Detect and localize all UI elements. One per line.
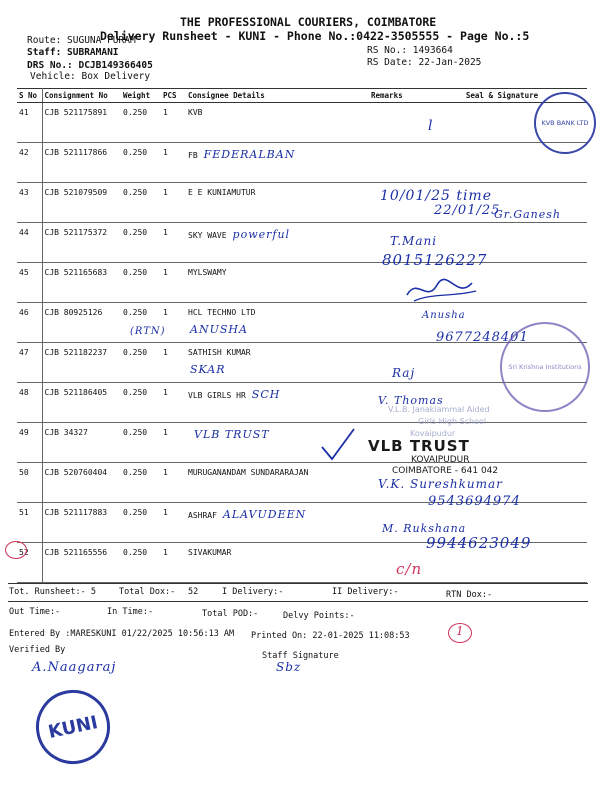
vlb-pin-stamp: COIMBATORE - 641 042 <box>392 466 499 476</box>
cell-pcs: 1 <box>161 303 186 343</box>
checkmark-icon <box>318 425 358 465</box>
ii-delivery: II Delivery:- <box>332 587 399 597</box>
cell-pcs: 1 <box>161 343 186 383</box>
consignee-handwritten-note: FEDERALBAN <box>203 148 296 161</box>
staff-signature-label: Staff Signature <box>262 651 339 661</box>
sign-50-b: 9543694974 <box>428 494 521 509</box>
cell-consignee: E E KUNIAMUTUR <box>186 183 369 223</box>
rtn-dox: RTN Dox:- <box>446 590 493 600</box>
route-label: Route: SUGUNA PURAM <box>27 35 136 46</box>
cell-pcs: 1 <box>161 463 186 503</box>
sign-43-b: 22/01/25 <box>434 203 501 218</box>
sign-52: c/n <box>396 560 423 578</box>
in-time: In Time:- <box>107 607 154 617</box>
vlb-school-line-2: Girls High School <box>418 417 487 426</box>
sign-44-b: 8015126227 <box>382 251 488 269</box>
cell-sno: 45 <box>17 263 42 303</box>
vehicle-label: Vehicle: Box Delivery <box>30 71 151 82</box>
kuni-stamp <box>29 683 117 771</box>
sign-43-a: 10/01/25 time <box>380 188 492 204</box>
footer-divider <box>8 583 588 584</box>
kuni-stamp-text: KUNI <box>46 711 100 743</box>
cell-weight: 0.250 <box>121 183 161 223</box>
cell-sno: 42 <box>17 143 42 183</box>
tot-runsheet: Tot. Runsheet:- 5 <box>9 587 96 597</box>
verified-by-label: Verified By <box>9 645 66 655</box>
cell-sno: 52 <box>17 543 42 583</box>
col-remarks: Remarks <box>369 89 417 103</box>
cell-sno: 47 <box>17 343 42 383</box>
cell-sno: 43 <box>17 183 42 223</box>
vlb-school-line-1: V.L.B. Janakiammal Aided <box>388 405 490 414</box>
cell-pcs: 1 <box>161 183 186 223</box>
sign-50: V.K. Sureshkumar <box>378 477 503 491</box>
cell-sno: 49 <box>17 423 42 463</box>
cell-consignee <box>186 143 369 183</box>
vlb-school-line-3: Kovaipudur <box>410 429 456 438</box>
cell-sno: 44 <box>17 223 42 263</box>
consignee-handwritten-note: ANUSHA <box>190 323 248 336</box>
consignee-name: ASHRAF <box>188 511 217 520</box>
cell-weight: 0.250 <box>121 503 161 543</box>
cell-cons: CJB 80925126 <box>42 303 121 343</box>
consignee-name: VLB GIRLS HR <box>188 391 246 400</box>
sign-48: V. Thomas <box>378 394 444 407</box>
rs-no-label: RS No.: 1493664 <box>367 45 453 56</box>
consignee-name: FB <box>188 151 198 160</box>
col-pcs: PCS <box>161 89 186 103</box>
cell-cons: CJB 521079509 <box>42 183 121 223</box>
col-sno: S No <box>17 89 42 103</box>
table-row <box>17 263 587 303</box>
entered-by: Entered By :MARESKUNI 01/22/2025 10:56:13 AM <box>9 629 235 639</box>
col-consignment: Consignment No <box>42 89 121 103</box>
cell-weight: 0.250 <box>121 223 161 263</box>
table-row <box>17 103 587 143</box>
sign-51-b: 9944623049 <box>426 534 532 552</box>
cell-pcs: 1 <box>161 143 186 183</box>
cell-consignee: KVB <box>186 103 369 143</box>
cell-cons: CJB 521117883 <box>42 503 121 543</box>
col-seal: Seal & Signature <box>417 89 587 103</box>
drs-label: DRS No.: DCJB149366405 <box>27 60 153 71</box>
cell-remarks <box>369 303 417 343</box>
cell-weight: 0.250 <box>121 143 161 183</box>
round-stamp <box>500 322 590 412</box>
cell-cons: CJB 34327 <box>42 423 121 463</box>
cell-weight: 0.250 <box>121 343 161 383</box>
cell-cons: CJB 521117866 <box>42 143 121 183</box>
sign-46-a: Anusha <box>422 310 466 321</box>
table-row <box>17 143 587 183</box>
cell-cons: CJB 520760404 <box>42 463 121 503</box>
cell-pcs: 1 <box>161 263 186 303</box>
vlb-city-stamp: KOVAIPUDUR <box>411 455 470 465</box>
cell-consignee <box>186 223 369 263</box>
vlb-trust-stamp: VLB TRUST <box>368 437 470 455</box>
cell-consignee <box>186 383 369 423</box>
cell-consignee <box>186 303 369 343</box>
cell-weight: 0.250 <box>121 463 161 503</box>
consignee-handwritten-note: SKAR <box>190 363 226 376</box>
row-52-circle-mark <box>5 541 27 559</box>
cell-sno: 50 <box>17 463 42 503</box>
cell-pcs: 1 <box>161 503 186 543</box>
cell-cons: CJB 521186405 <box>42 383 121 423</box>
cell-pcs: 1 <box>161 103 186 143</box>
col-weight: Weight <box>121 89 161 103</box>
cell-remarks <box>369 143 417 183</box>
total-dox-label: Total Dox:- <box>119 587 176 597</box>
cell-sno: 41 <box>17 103 42 143</box>
consignee-name: HCL TECHNO LTD <box>188 308 256 317</box>
cell-cons: CJB 521175891 <box>42 103 121 143</box>
cell-weight: 0.250 <box>121 303 161 343</box>
cell-consignee: MURUGANANDAM SUNDARARAJAN <box>186 463 369 503</box>
cell-weight: 0.250 <box>121 263 161 303</box>
rtn-mark-46: (RTN) <box>130 326 166 337</box>
cell-pcs: 1 <box>161 223 186 263</box>
staff-label: Staff: SUBRAMANI <box>27 47 119 58</box>
scribble-signature-45 <box>402 275 482 305</box>
cell-sno: 48 <box>17 383 42 423</box>
table-row <box>17 223 587 263</box>
sign-46-b: 9677248401 <box>436 330 529 345</box>
red-mark-text: 1 <box>456 624 465 638</box>
consignee-handwritten-note: ALAVUDEEN <box>222 508 307 521</box>
bank-stamp-text: KVB BANK LTD <box>541 119 589 127</box>
cell-consignee <box>186 343 369 383</box>
out-time: Out Time:- <box>9 607 61 617</box>
col-consignee: Consignee Details <box>186 89 369 103</box>
staff-signature: Sbz <box>276 660 302 674</box>
i-delivery: I Delivery:- <box>222 587 284 597</box>
cell-remarks <box>369 103 417 143</box>
verified-signature: A.Naagaraj <box>32 660 117 675</box>
sign-47: Raj <box>392 366 416 380</box>
delvy-points: Delvy Points:- <box>283 611 355 621</box>
cell-cons: CJB 521165556 <box>42 543 121 583</box>
cell-pcs: 1 <box>161 423 186 463</box>
cell-consignee: SIVAKUMAR <box>186 543 369 583</box>
sign-43-c: Gr.Ganesh <box>494 208 562 221</box>
cell-cons: CJB 521175372 <box>42 223 121 263</box>
printed-on: Printed On: 22-01-2025 11:08:53 <box>251 631 410 641</box>
cell-consignee: MYLSWAMY <box>186 263 369 303</box>
cell-weight: 0.250 <box>121 423 161 463</box>
consignee-handwritten-note: VLB TRUST <box>194 428 270 441</box>
cell-weight: 0.250 <box>121 383 161 423</box>
cell-weight: 0.250 <box>121 543 161 583</box>
consignee-handwritten-note: SCH <box>251 388 281 401</box>
total-dox-value: 52 <box>188 587 199 597</box>
cell-consignee <box>186 503 369 543</box>
rs-date-label: RS Date: 22-Jan-2025 <box>367 57 482 68</box>
sign-41: l <box>428 118 434 134</box>
cell-pcs: 1 <box>161 383 186 423</box>
consignee-name: SATHISH KUMAR <box>188 348 251 357</box>
footer-divider-2 <box>8 601 588 602</box>
company-title: THE PROFESSIONAL COURIERS, COIMBATORE <box>180 15 437 29</box>
consignee-handwritten-note: powerful <box>232 228 291 241</box>
cell-cons: CJB 521165683 <box>42 263 121 303</box>
round-stamp-text: Sri Krishna Institutions <box>508 363 582 371</box>
cell-sno: 46 <box>17 303 42 343</box>
cell-cons: CJB 521182237 <box>42 343 121 383</box>
table-header-row <box>17 89 587 103</box>
bank-stamp <box>534 92 596 154</box>
sign-51: M. Rukshana <box>382 522 467 535</box>
cell-pcs: 1 <box>161 543 186 583</box>
sign-44-a: T.Mani <box>390 234 438 248</box>
cell-weight: 0.250 <box>121 103 161 143</box>
cell-sno: 51 <box>17 503 42 543</box>
total-pod: Total POD:- <box>202 609 259 619</box>
runsheet-title: Delivery Runsheet - KUNI - Phone No.:0422-3505555 - Page No.:5 <box>100 29 530 43</box>
consignee-name: SKY WAVE <box>188 231 227 240</box>
